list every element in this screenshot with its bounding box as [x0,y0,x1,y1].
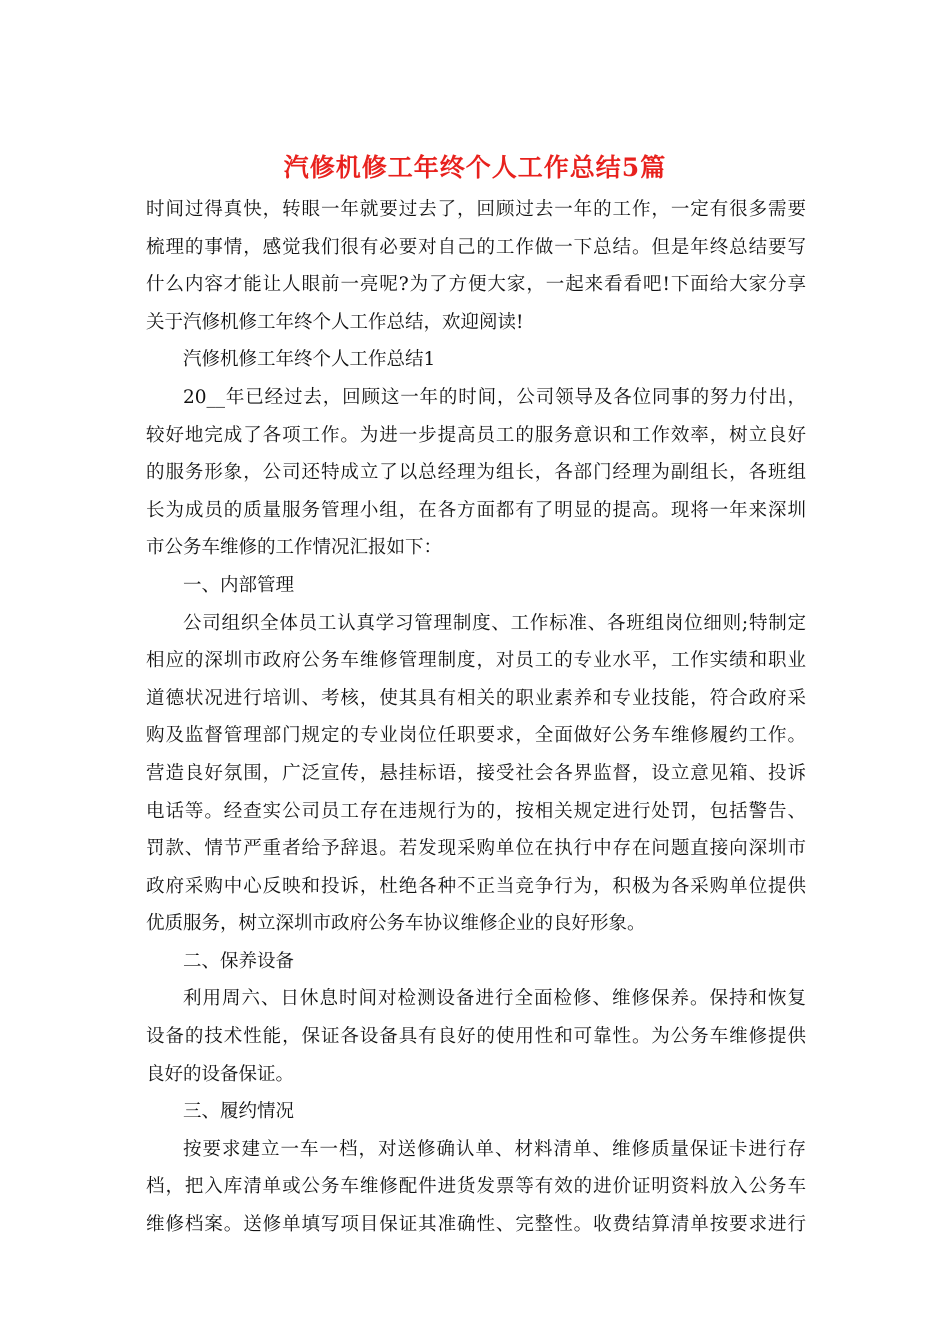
text-line: 维修档案。送修单填写项目保证其准确性、完整性。收费结算清单按要求进行 [146,1214,806,1236]
text-line: 利用周六、日休息时间对检测设备进行全面检修、维修保养。保持和恢复 [183,988,806,1010]
text-line: 20__年已经过去，回顾这一年的时间，公司领导及各位同事的努力付出， [183,386,806,408]
text-line: 设备的技术性能，保证各设备具有良好的使用性和可靠性。为公务车维修提供 [146,1026,806,1048]
text-line: 购及监督管理部门规定的专业岗位任职要求，全面做好公务车维修履约工作。 [146,725,806,747]
text-line: 优质服务，树立深圳市政府公务车协议维修企业的良好形象。 [146,913,646,935]
document-title: 汽修机修工年终个人工作总结5篇 [283,153,667,182]
text-line: 二、保养设备 [183,950,295,972]
text-line: 相应的深圳市政府公务车维修管理制度，对员工的专业水平，工作实绩和职业 [146,650,806,672]
text-line: 罚款、情节严重者给予辞退。若发现采购单位在执行中存在问题直接向深圳市 [146,838,806,860]
text-line: 什么内容才能让人眼前一亮呢?为了方便大家，一起来看看吧!下面给大家分享 [146,274,806,296]
document-body [146,191,806,1244]
text-line: 长为成员的质量服务管理小组，在各方面都有了明显的提高。现将一年来深圳 [146,499,806,521]
text-line: 三、履约情况 [183,1101,295,1123]
text-line: 良好的设备保证。 [146,1063,295,1085]
text-line: 时间过得真快，转眼一年就要过去了，回顾过去一年的工作，一定有很多需要 [146,199,806,220]
text-line: 档，把入库清单或公务车维修配件进货发票等有效的进价证明资料放入公务车 [146,1176,806,1198]
text-line: 关于汽修机修工年终个人工作总结，欢迎阅读! [146,311,524,333]
text-line: 的服务形象，公司还特成立了以总经理为组长，各部门经理为副组长，各班组 [146,462,806,484]
text-line: 电话等。经查实公司员工存在违规行为的，按相关规定进行处罚，包括警告、 [146,800,806,822]
text-line: 市公务车维修的工作情况汇报如下： [146,537,443,559]
text-line: 道德状况进行培训、考核，使其具有相关的职业素养和专业技能，符合政府采 [146,687,806,709]
text-line: 较好地完成了各项工作。为进一步提高员工的服务意识和工作效率，树立良好 [146,424,806,446]
text-line: 汽修机修工年终个人工作总结1 [183,349,436,371]
text-line: 一、内部管理 [183,574,295,596]
text-line: 政府采购中心反映和投诉，杜绝各种不正当竞争行为，积极为各采购单位提供 [146,875,806,897]
text-line: 公司组织全体员工认真学习管理制度、工作标准、各班组岗位细则;特制定 [183,612,806,634]
text-line: 按要求建立一车一档，对送修确认单、材料清单、维修质量保证卡进行存 [183,1138,806,1160]
text-line: 营造良好氛围，广泛宣传，悬挂标语，接受社会各界监督，设立意见箱、投诉 [146,762,806,784]
text-line: 梳理的事情，感觉我们很有必要对自己的工作做一下总结。但是年终总结要写 [146,236,806,258]
